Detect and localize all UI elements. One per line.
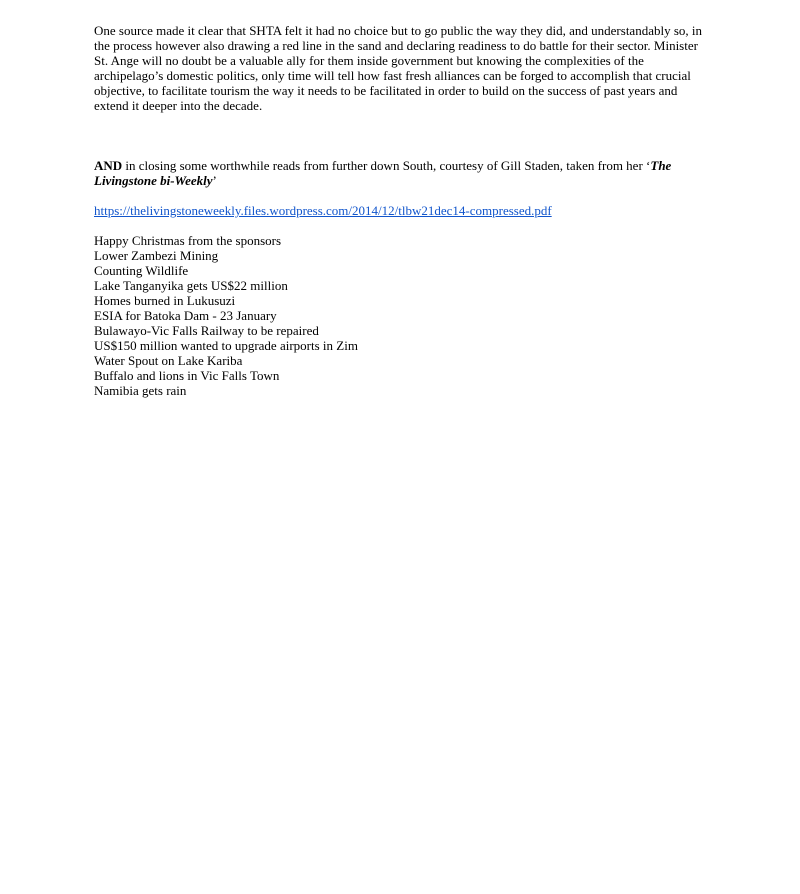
list-item: Homes burned in Lukusuzi xyxy=(94,293,236,308)
list-item: US$150 million wanted to upgrade airports in Zim xyxy=(94,338,358,353)
closing-quote: ’ xyxy=(212,173,217,188)
lead-bold-text: AND xyxy=(94,158,123,173)
paragraph-spacer xyxy=(94,113,704,158)
list-item: Lower Zambezi Mining xyxy=(94,248,219,263)
list-item: Namibia gets rain xyxy=(94,383,187,398)
reads-list xyxy=(94,233,704,398)
paragraph-shta: One source made it clear that SHTA felt it had no choice but to go public the way they did, and understandably so, in the process however also drawing a red line in the sand and declaring readiness to do battle for their sector. Minister St. Ange will no doubt be a valuable ally for them inside government but knowing the complexities of the archipelago’s domestic politics, only time will tell how fast fresh alliances can be forged to accomplish that crucial objective, to facilitate tourism the way it needs to be facilitated in order to build on the success of past years and extend it deeper into the decade. xyxy=(94,23,702,113)
paragraph-closing-reads xyxy=(94,158,704,188)
list-item: Lake Tanganyika gets US$22 million xyxy=(94,278,288,293)
list-item: Happy Christmas from the sponsors xyxy=(94,233,282,248)
closing-reads-text: in closing some worthwhile reads from further down South, courtesy of Gill Staden, taken from her ‘ xyxy=(122,158,651,173)
link-paragraph xyxy=(94,203,704,218)
newsletter-link[interactable]: https://thelivingstoneweekly.files.wordpress.com/2014/12/tlbw21dec14-compressed.pdf xyxy=(94,203,552,218)
document-page xyxy=(94,23,704,398)
list-item: Counting Wildlife xyxy=(94,263,189,278)
publication-title: The Livingstone bi-Weekly xyxy=(94,158,672,188)
list-item: Bulawayo-Vic Falls Railway to be repaired xyxy=(94,323,319,338)
paragraph-spacer xyxy=(94,188,704,203)
list-item: Buffalo and lions in Vic Falls Town xyxy=(94,368,280,383)
list-item: Water Spout on Lake Kariba xyxy=(94,353,243,368)
list-item: ESIA for Batoka Dam - 23 January xyxy=(94,308,277,323)
paragraph-spacer xyxy=(94,218,704,233)
